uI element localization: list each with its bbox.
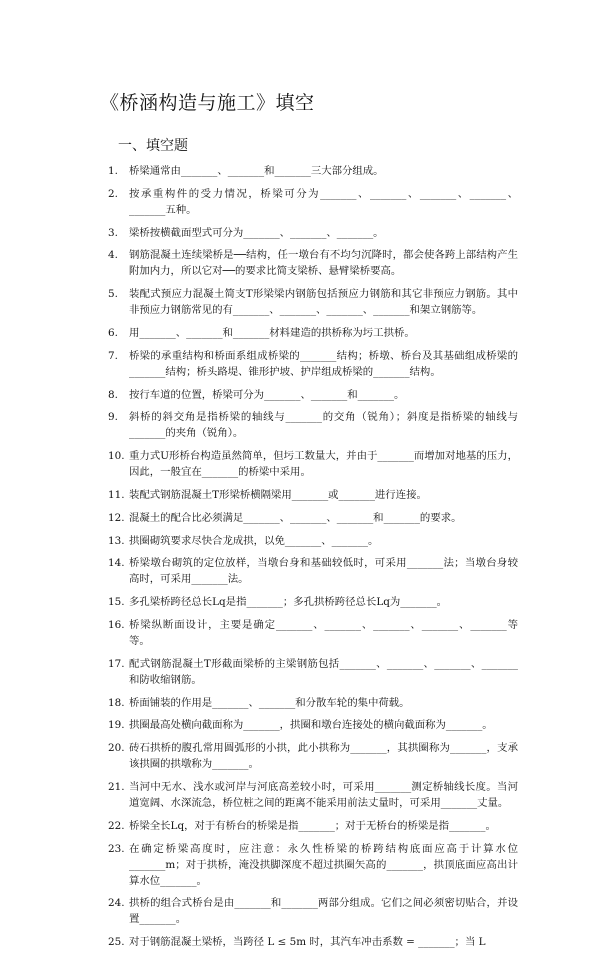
question-number: 5.	[108, 288, 118, 301]
question-text: 桥梁墩台砌筑的定位放样，当墩台身和基础较低时，可采用_______法；当墩台身较高时，可采用_______法。	[129, 557, 518, 586]
question-item	[108, 779, 518, 811]
question-number: 19.	[108, 719, 125, 732]
question-item	[108, 186, 518, 218]
question-text: 拱桥的组合式桥台是由_______和_______两部分组成。它们之间必须密切贴合，并设置_______。	[129, 897, 518, 926]
question-text: 梁桥按横截面型式可分为_______、_______、_______。	[129, 226, 384, 239]
question-text: 桥面铺装的作用是_______、_______和分散车轮的集中荷载。	[129, 696, 410, 709]
question-item	[108, 594, 518, 610]
question-item	[108, 740, 518, 772]
question-item	[108, 387, 518, 403]
question-list	[108, 163, 518, 957]
question-item	[108, 409, 518, 441]
question-text: 用_______、_______和_______材料建造的拱桥称为圬工拱桥。	[129, 326, 415, 339]
question-number: 2.	[108, 187, 118, 200]
question-number: 13.	[108, 534, 125, 547]
question-text: 在确定桥梁高度时，应注意：永久性桥梁的桥跨结构底面应高于计算水位_______m；对于拱桥，淹没拱脚深度不超过拱圈矢高的_______，拱顶底面应高出计算水位_______。	[129, 842, 518, 887]
question-item	[108, 555, 518, 587]
question-number: 3.	[108, 226, 118, 239]
question-number: 7.	[108, 349, 118, 362]
section-heading: 一、填空题	[118, 138, 188, 154]
question-item	[108, 325, 518, 341]
question-text: 桥梁通常由_______、_______和_______三大部分组成。	[129, 165, 384, 177]
question-number: 22.	[108, 819, 125, 832]
question-text: 对于钢筋混凝土梁桥，当跨径 L ≤ 5m 时，其汽车冲击系数 = _______；当 L	[129, 936, 486, 949]
question-number: 18.	[108, 696, 125, 709]
question-text: 砖石拱桥的腹孔常用圆弧形的小拱，此小拱称为_______，其拱圈称为_______，支承该拱圈的拱墩称为_______。	[129, 742, 518, 771]
question-item	[108, 717, 518, 733]
question-text: 桥梁全长Lq，对于有桥台的桥梁是指_______；对于无桥台的桥梁是指_______。	[129, 819, 496, 832]
question-text: 桥梁的承重结构和桥面系组成桥梁的_______结构；桥墩、桥台及其基础组成桥梁的_______结构；桥头路堤、锥形护坡、护岸组成桥梁的_______结构。	[129, 349, 518, 378]
question-text: 按承重构件的受力情况，桥梁可分为_______、_______、_______、_______、_______五种。	[129, 187, 518, 216]
question-text: 钢筋混凝土连续梁桥是──结构，任一墩台有不均匀沉降时，都会使各跨上部结构产生附加内力，所以它对──的要求比简支梁桥、悬臂梁桥要高。	[129, 249, 518, 278]
question-item	[108, 841, 518, 889]
question-item	[108, 895, 518, 927]
question-number: 25.	[108, 936, 125, 949]
page-title: 《桥涵构造与施工》填空	[100, 92, 315, 114]
question-item	[108, 934, 518, 950]
question-item	[108, 163, 518, 179]
question-text: 桥梁纵断面设计，主要是确定_______、_______、_______、_______、_______等等。	[129, 618, 518, 647]
question-text: 装配式钢筋混凝土T形梁桥横隔梁用_______或_______进行连接。	[129, 488, 427, 501]
question-number: 12.	[108, 511, 125, 524]
question-number: 15.	[108, 596, 125, 609]
question-number: 1.	[108, 165, 118, 177]
question-item	[108, 448, 518, 480]
question-number: 10.	[108, 450, 125, 463]
question-item	[108, 533, 518, 549]
question-text: 当河中无水、浅水或河岸与河底高差较小时，可采用_______测定桥轴线长度。当河道宽阔、水深流急，桥位桩之间的距离不能采用前法丈量时，可采用_______丈量。	[129, 780, 518, 809]
question-item	[108, 510, 518, 526]
question-text: 配式钢筋混凝土T形截面梁桥的主梁钢筋包括_______、_______、_______、_______和防收缩钢筋。	[129, 657, 518, 686]
question-item	[108, 247, 518, 279]
question-number: 11.	[108, 488, 125, 501]
question-item	[108, 225, 518, 241]
question-number: 20.	[108, 742, 125, 755]
question-number: 23.	[108, 842, 125, 855]
question-text: 斜桥的斜交角是指桥梁的轴线与_______的交角（锐角）；斜度是指桥梁的轴线与_______的夹角（锐角）。	[129, 411, 518, 440]
question-text: 拱圈最高处横向截面称为_______，拱圈和墩台连接处的横向截面称为_______。	[129, 719, 493, 732]
question-text: 按行车道的位置，桥梁可分为_______、_______和_______。	[129, 388, 405, 401]
question-text: 多孔梁桥跨径总长Lq是指_______；多孔拱桥跨径总长Lq为_______。	[129, 596, 448, 609]
question-number: 17.	[108, 657, 125, 670]
question-number: 14.	[108, 557, 125, 570]
question-item	[108, 617, 518, 649]
question-text: 装配式预应力混凝土简支T形梁梁内钢筋包括预应力钢筋和其它非预应力钢筋。其中非预应力钢筋常见的有_______、_______、_______、_______和架立钢筋等。	[129, 288, 518, 317]
question-item	[108, 695, 518, 711]
question-number: 24.	[108, 897, 125, 910]
question-item	[108, 348, 518, 380]
question-number: 6.	[108, 326, 118, 339]
question-item	[108, 818, 518, 834]
question-item	[108, 656, 518, 688]
question-item	[108, 487, 518, 503]
question-item	[108, 286, 518, 318]
question-text: 混凝土的配合比必须满足_______、_______、_______和_______的要求。	[129, 511, 462, 524]
question-text: 重力式U形桥台构造虽然简单，但圬工数量大，并由于_______而增加对地基的压力，因此，一般宜在_______的桥梁中采用。	[129, 450, 518, 479]
question-number: 21.	[108, 780, 125, 793]
question-text: 拱圈砌筑要求尽快合龙成拱，以免_______、_______。	[129, 534, 379, 547]
question-number: 16.	[108, 618, 125, 631]
question-number: 9.	[108, 411, 118, 424]
question-number: 8.	[108, 388, 118, 401]
question-number: 4.	[108, 249, 118, 262]
